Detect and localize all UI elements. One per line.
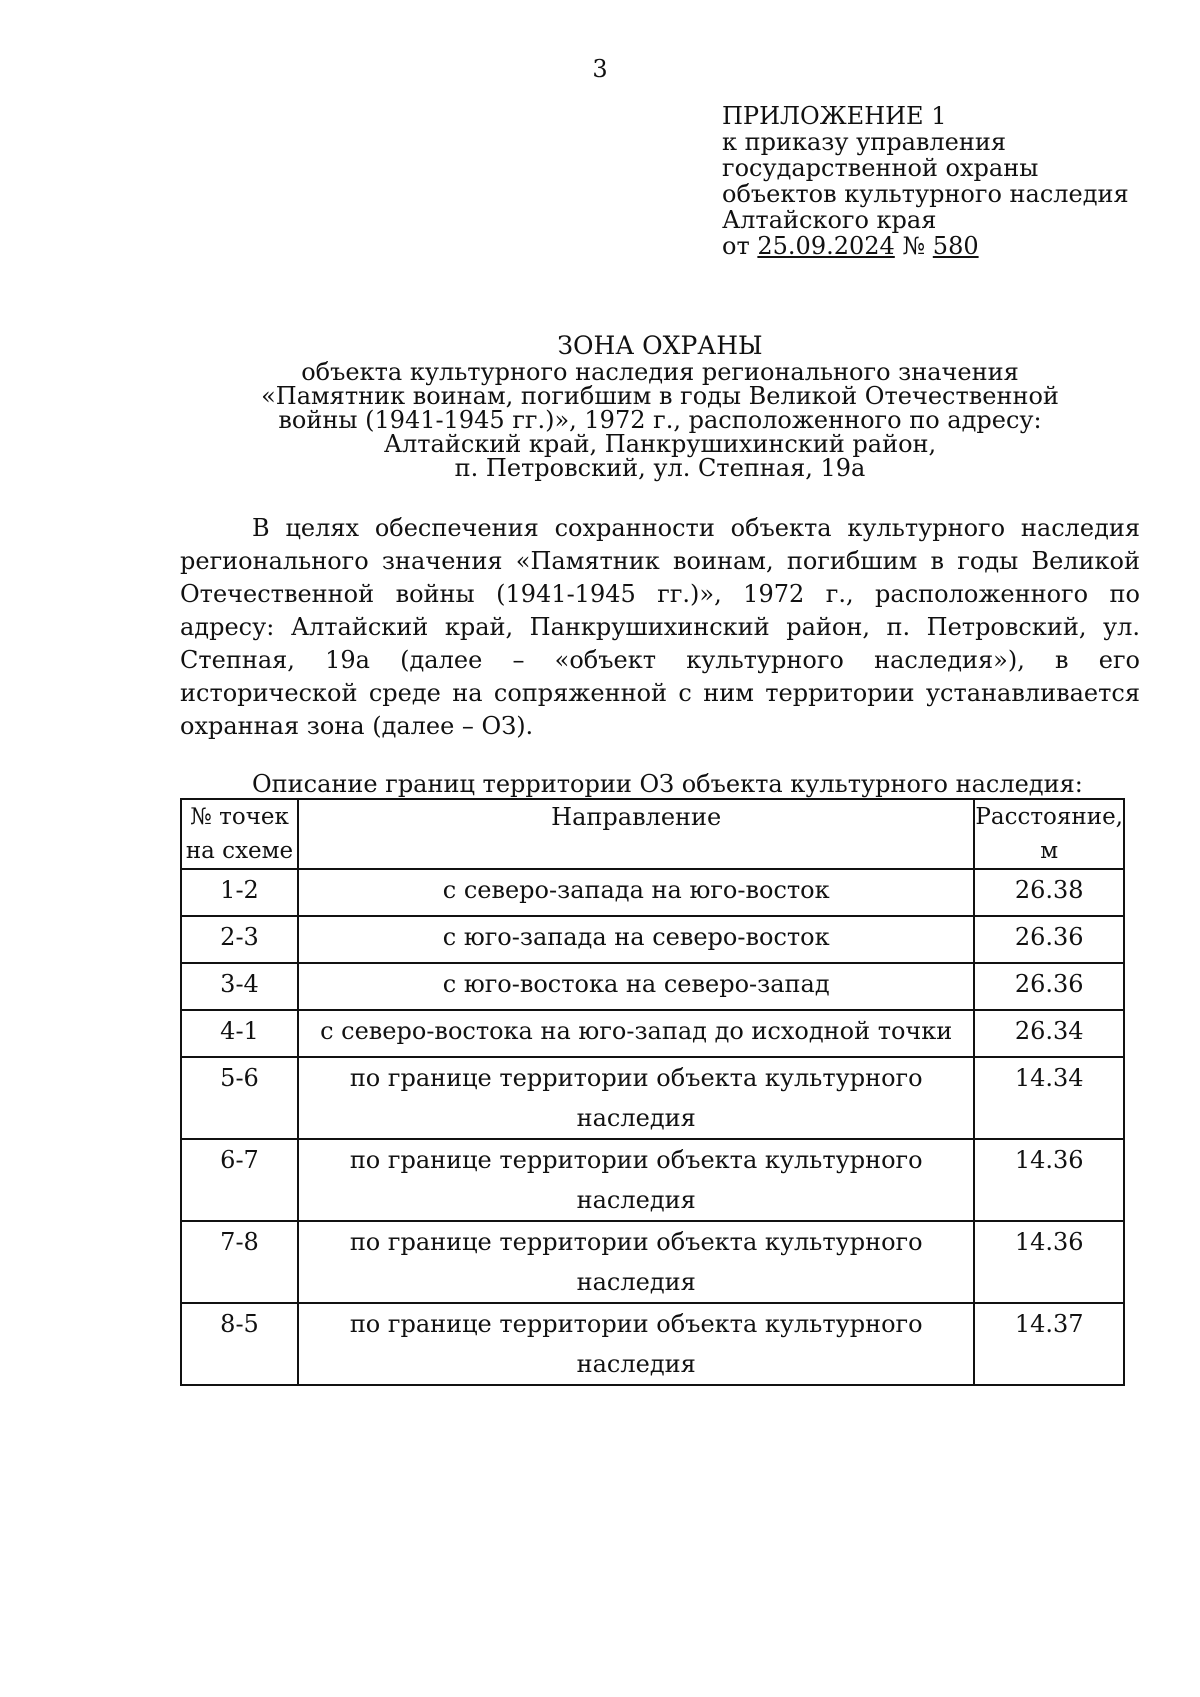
- table-row: [181, 916, 1124, 963]
- appendix-block: [722, 103, 1129, 259]
- document-title: [180, 331, 1140, 482]
- table-row: [181, 869, 1124, 916]
- cell-points: 1-2: [181, 869, 298, 916]
- title-line-2: «Памятник воинам, погибшим в годы Великой Отечественной: [261, 382, 1059, 410]
- title-line-1: объекта культурного наследия регионального значения: [301, 358, 1019, 386]
- cell-distance: 26.38: [974, 869, 1124, 916]
- table-row: [181, 963, 1124, 1010]
- date-prefix: от: [722, 232, 750, 260]
- appendix-line-2: государственной охраны: [722, 154, 1039, 182]
- cell-direction: с юго-востока на северо-запад: [298, 963, 974, 1010]
- cell-distance: 26.36: [974, 916, 1124, 963]
- header-distance-line2: м: [1040, 838, 1059, 864]
- cell-direction: по границе территории объекта культурного наследия: [298, 1057, 974, 1139]
- cell-distance: 26.34: [974, 1010, 1124, 1057]
- cell-distance: 14.34: [974, 1057, 1124, 1139]
- header-points-line2: на схеме: [185, 838, 294, 864]
- appendix-line-1: к приказу управления: [722, 128, 1007, 156]
- table-row: [181, 1057, 1124, 1139]
- cell-direction: по границе территории объекта культурного наследия: [298, 1139, 974, 1221]
- cell-direction: с юго-запада на северо-восток: [298, 916, 974, 963]
- table-row: [181, 1139, 1124, 1221]
- title-line-5: п. Петровский, ул. Степная, 19а: [454, 454, 866, 482]
- page-number: 3: [592, 55, 608, 83]
- cell-direction: с северо-востока на юго-запад до исходной точки: [298, 1010, 974, 1057]
- appendix-title: ПРИЛОЖЕНИЕ 1: [722, 102, 947, 130]
- cell-distance: 14.36: [974, 1221, 1124, 1303]
- number-prefix: №: [902, 232, 926, 260]
- cell-points: 8-5: [181, 1303, 298, 1385]
- cell-points: 5-6: [181, 1057, 298, 1139]
- order-date: 25.09.2024: [757, 232, 895, 260]
- appendix-line-4: Алтайского края: [722, 206, 937, 234]
- body-text: [180, 512, 1140, 743]
- header-direction: Направление: [298, 799, 974, 869]
- table-row: [181, 1303, 1124, 1385]
- title-line-3: войны (1941-1945 гг.)», 1972 г., расположенного по адресу:: [278, 406, 1042, 434]
- cell-direction: по границе территории объекта культурного наследия: [298, 1303, 974, 1385]
- cell-distance: 14.36: [974, 1139, 1124, 1221]
- appendix-line-3: объектов культурного наследия: [722, 180, 1129, 208]
- title-line-4: Алтайский край, Панкрушихинский район,: [383, 430, 937, 458]
- header-points: [181, 799, 298, 869]
- header-distance-line1: Расстояние,: [975, 804, 1123, 830]
- boundary-table: [180, 798, 1125, 1386]
- cell-distance: 14.37: [974, 1303, 1124, 1385]
- body-paragraph: В целях обеспечения сохранности объекта культурного наследия регионального значения «Памятник воинам, погибшим в годы Великой Отечественной войны (1941-1945 гг.)», 1972 г., расположенного по адресу: Алтайский край, Панкрушихинский район, п. Петровский, ул. Степная, 19а (далее – «объект культурного наследия»), в его исторической среде на сопряженной с ним территории устанавливается охранная зона (далее – ОЗ).: [180, 514, 1140, 740]
- table-caption: Описание границ территории ОЗ объекта культурного наследия:: [252, 770, 1083, 798]
- table-row: [181, 1221, 1124, 1303]
- appendix-order-line: [722, 233, 1129, 259]
- order-number: 580: [932, 232, 979, 260]
- cell-distance: 26.36: [974, 963, 1124, 1010]
- cell-points: 2-3: [181, 916, 298, 963]
- table-header-row: [181, 799, 1124, 869]
- title-main: ЗОНА ОХРАНЫ: [557, 331, 763, 360]
- cell-points: 3-4: [181, 963, 298, 1010]
- cell-points: 4-1: [181, 1010, 298, 1057]
- header-points-line1: № точек: [190, 804, 289, 830]
- cell-points: 6-7: [181, 1139, 298, 1221]
- cell-points: 7-8: [181, 1221, 298, 1303]
- cell-direction: с северо-запада на юго-восток: [298, 869, 974, 916]
- header-distance: [974, 799, 1124, 869]
- table-row: [181, 1010, 1124, 1057]
- cell-direction: по границе территории объекта культурного наследия: [298, 1221, 974, 1303]
